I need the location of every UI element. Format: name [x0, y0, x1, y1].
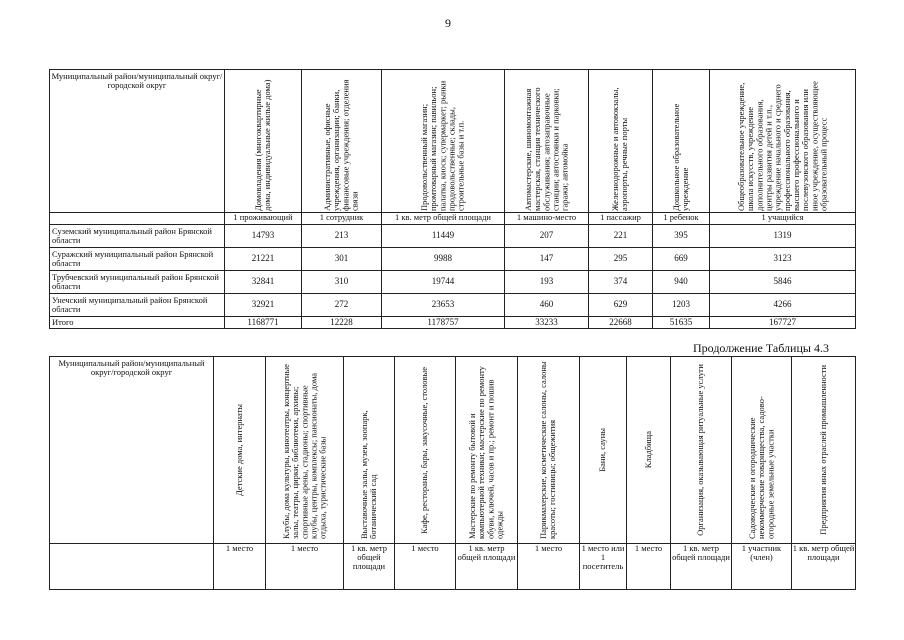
- unit-cell: 1 кв. метр общей площади: [344, 544, 395, 590]
- value-cell: 213: [302, 225, 382, 248]
- value-cell: 4266: [710, 294, 856, 317]
- column-header: Кафе, рестораны, бары, закусочные, столовые: [395, 357, 456, 544]
- district-column-header: Муниципальный район/муниципальный округ/городской округ: [50, 357, 214, 544]
- unit-cell: 1 кв. метр общей площади: [792, 544, 856, 590]
- unit-cell-empty: [50, 544, 214, 590]
- column-header: Домовладения (многоквартирные дома, индивидуальные жилые дома): [225, 70, 302, 213]
- unit-cell: 1 место: [627, 544, 671, 590]
- column-header: Садоводческие и огороднические некоммерческие товарищества, садово-огородные земельные участки: [732, 357, 792, 544]
- value-cell: 272: [302, 294, 382, 317]
- value-cell: 19744: [382, 271, 505, 294]
- value-cell: 669: [653, 248, 710, 271]
- column-header: Организация, оказывающая ритуальные услуги: [671, 357, 732, 544]
- unit-cell: 1 кв. метр общей площади: [382, 213, 505, 225]
- total-cell: 51635: [653, 317, 710, 329]
- unit-cell: 1 место: [214, 544, 266, 590]
- total-cell: 33233: [505, 317, 589, 329]
- column-header: Продовольственный магазин; промтоварный магазин; павильон; палатка, киоск; супермаркет; рынки продовольственные; склады, строительные базы и т.п.: [382, 70, 505, 213]
- value-cell: 301: [302, 248, 382, 271]
- column-header: Железнодорожные и автовокзалы, аэропорты, речные порты: [589, 70, 653, 213]
- district-name: Суражский муниципальный район Брянской области: [50, 248, 225, 271]
- value-cell: 5846: [710, 271, 856, 294]
- waste-norms-table-continued: [49, 356, 856, 590]
- unit-cell: 1 кв. метр общей площади: [456, 544, 518, 590]
- total-label: Итого: [50, 317, 225, 329]
- unit-cell: 1 машино-место: [505, 213, 589, 225]
- column-header: Мастерские по ремонту бытовой и компьютерной техники; мастерские по ремонту обуви, ключей, часов и пр.; ремонт и пошив одежды: [456, 357, 518, 544]
- page-number: 9: [445, 16, 451, 30]
- unit-cell: 1 место: [266, 544, 344, 590]
- column-header: Клубы, дома культуры, кинотеатры, концертные залы, театры, цирки; библиотеки, архивы; спортивные арены, стадионы; спортивные клубы, центры, комплексы; пансионаты, дома отдыха, туристические базы: [266, 357, 344, 544]
- unit-cell: 1 проживающий: [225, 213, 302, 225]
- value-cell: 32921: [225, 294, 302, 317]
- table-row: [50, 225, 856, 248]
- value-cell: 295: [589, 248, 653, 271]
- total-cell: 12228: [302, 317, 382, 329]
- unit-cell: 1 сотрудник: [302, 213, 382, 225]
- unit-cell: 1 ребенок: [653, 213, 710, 225]
- value-cell: 940: [653, 271, 710, 294]
- value-cell: 629: [589, 294, 653, 317]
- value-cell: 14793: [225, 225, 302, 248]
- value-cell: 310: [302, 271, 382, 294]
- unit-cell: 1 место: [395, 544, 456, 590]
- column-header: Кладбища: [627, 357, 671, 544]
- unit-cell: 1 место или 1 посетитель: [580, 544, 627, 590]
- unit-cell: 1 учащийся: [710, 213, 856, 225]
- unit-cell: 1 кв. метр общей площади: [671, 544, 732, 590]
- district-name: Трубчевский муниципальный район Брянской области: [50, 271, 225, 294]
- value-cell: 32841: [225, 271, 302, 294]
- column-header: Выставочные залы, музеи, зоопарк, ботанический сад: [344, 357, 395, 544]
- value-cell: 9988: [382, 248, 505, 271]
- value-cell: 1203: [653, 294, 710, 317]
- total-cell: 167727: [710, 317, 856, 329]
- column-header: Общеобразовательное учреждение, школа искусств, учреждение дополнительного образования, центры развития детей и т.п., учреждение начального и среднего профессионального образования, высшего профессионального и послевузовского образования или иное учреждение, осуществляющее образовательный процесс: [710, 70, 856, 213]
- value-cell: 11449: [382, 225, 505, 248]
- value-cell: 147: [505, 248, 589, 271]
- value-cell: 3123: [710, 248, 856, 271]
- column-header: Парикмахерские, косметические салоны, салоны красоты; гостиницы; общежития: [518, 357, 580, 544]
- unit-cell: 1 место: [518, 544, 580, 590]
- value-cell: 21221: [225, 248, 302, 271]
- total-cell: 22668: [589, 317, 653, 329]
- total-cell: 1178757: [382, 317, 505, 329]
- column-header: Автомастерские, шиномонтажная мастерская, станция технического обслуживания; автозаправочные станции; автостоянки и парковки; гаражи; автомойка: [505, 70, 589, 213]
- total-cell: 1168771: [225, 317, 302, 329]
- value-cell: 1319: [710, 225, 856, 248]
- unit-cell-empty: [50, 213, 225, 225]
- value-cell: 221: [589, 225, 653, 248]
- district-name: Суземский муниципальный район Брянской области: [50, 225, 225, 248]
- column-header: Детские дома, интернаты: [214, 357, 266, 544]
- value-cell: 193: [505, 271, 589, 294]
- value-cell: 207: [505, 225, 589, 248]
- column-header: Административные, офисные учреждения, организации; банки, финансовые учреждения; отделения связи: [302, 70, 382, 213]
- unit-cell: 1 пассажир: [589, 213, 653, 225]
- table-row: [50, 294, 856, 317]
- waste-norms-table: [49, 69, 856, 329]
- district-name: Унечский муниципальный район Брянской области: [50, 294, 225, 317]
- value-cell: 23653: [382, 294, 505, 317]
- continuation-title: Продолжение Таблицы 4.3: [693, 341, 829, 355]
- column-header: Предприятия иных отраслей промышленности: [792, 357, 856, 544]
- value-cell: 395: [653, 225, 710, 248]
- column-header: Бани, сауны: [580, 357, 627, 544]
- district-column-header: Муниципальный район/муниципальный округ/городской округ: [50, 70, 225, 213]
- table-row: [50, 248, 856, 271]
- total-row: [50, 317, 856, 329]
- value-cell: 460: [505, 294, 589, 317]
- table-row: [50, 271, 856, 294]
- value-cell: 374: [589, 271, 653, 294]
- column-header: Дошкольное образовательное учреждение: [653, 70, 710, 213]
- unit-cell: 1 участник (член): [732, 544, 792, 590]
